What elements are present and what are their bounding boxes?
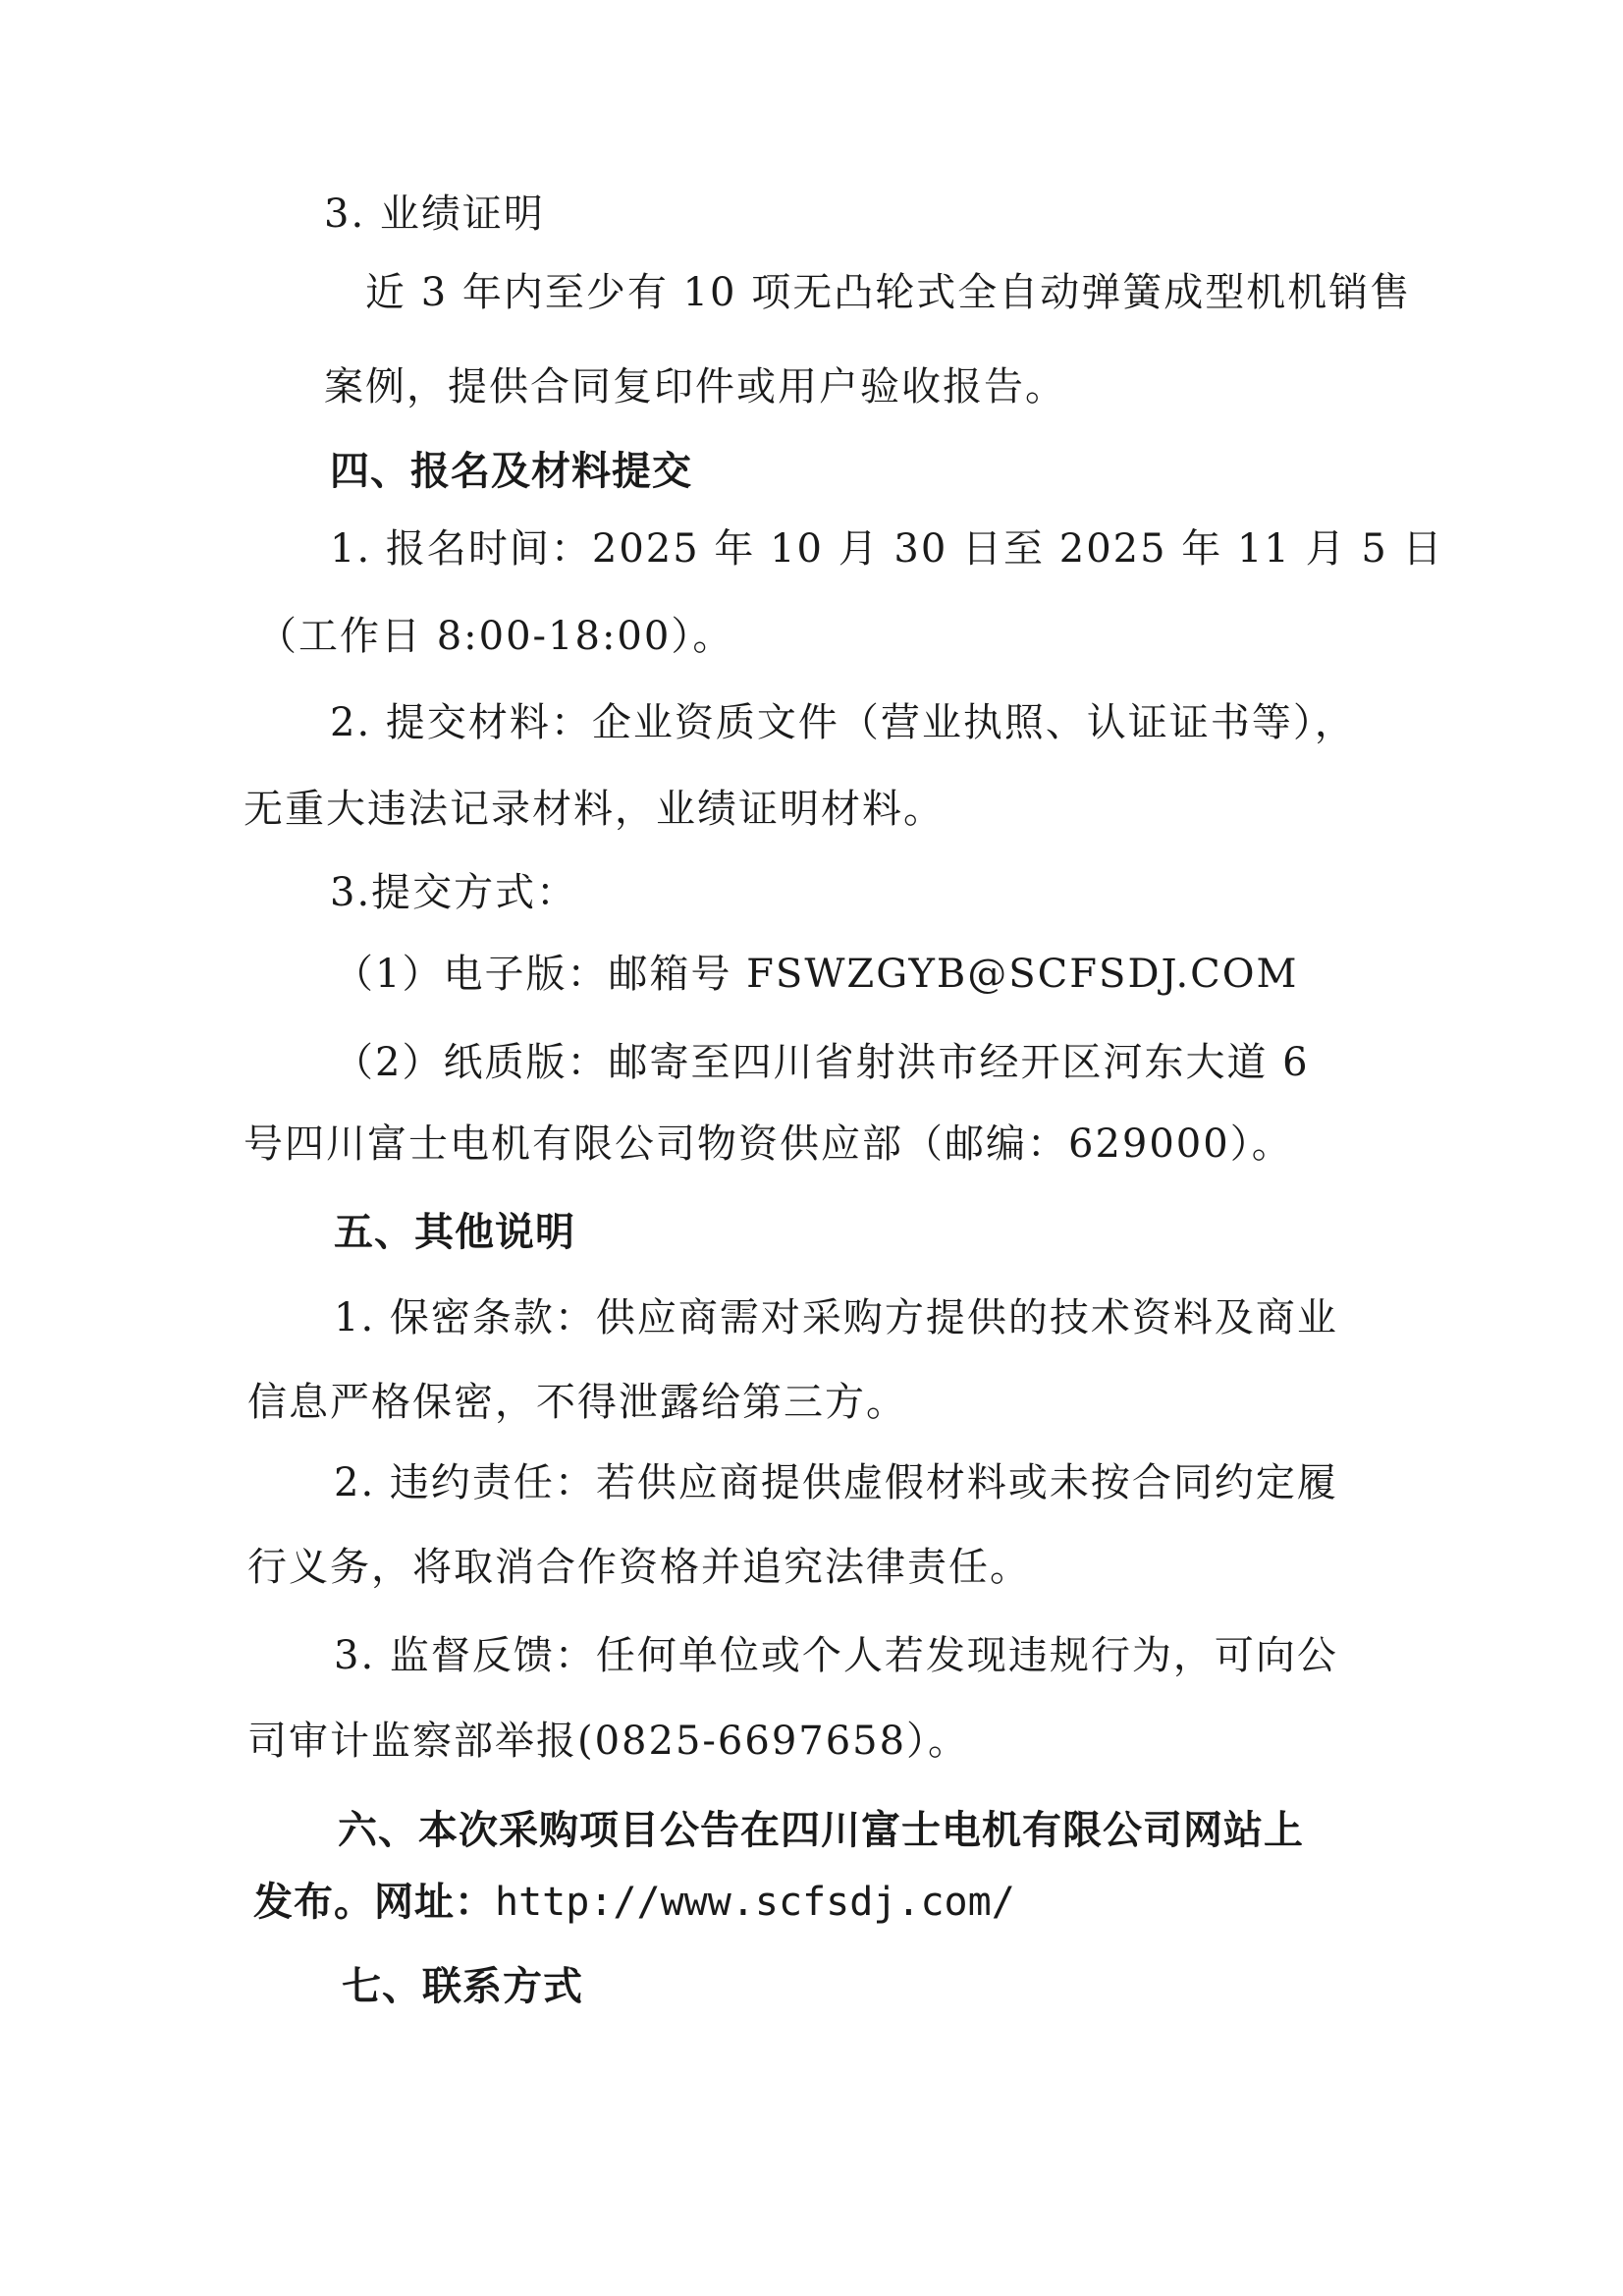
breach-liability: 2. 违约责任：若供应商提供虚假材料或未按合同约定履 xyxy=(334,1460,1338,1505)
confidentiality-clause: 1. 保密条款：供应商需对采购方提供的技术资料及商业 xyxy=(334,1295,1338,1340)
paragraph-line: 近 3 年内至少有 10 项无凸轮式全自动弹簧成型机机销售 xyxy=(365,270,1412,315)
paragraph-line: （工作日 8:00-18:00）。 xyxy=(257,614,734,659)
paragraph-line: 号四川富士电机有限公司物资供应部（邮编：629000）。 xyxy=(243,1121,1293,1167)
submission-materials: 2. 提交材料：企业资质文件（营业执照、认证证书等）， xyxy=(330,700,1356,745)
section-heading-contact: 七、联系方式 xyxy=(342,1964,583,2009)
registration-time: 1. 报名时间：2025 年 10 月 30 日至 2025 年 11 月 5 日 xyxy=(330,526,1444,572)
paragraph-line: 案例，提供合同复印件或用户验收报告。 xyxy=(324,364,1066,410)
paragraph-line: 无重大违法记录材料，业绩证明材料。 xyxy=(243,787,945,832)
submission-method: 3.提交方式： xyxy=(330,870,578,915)
section-heading-registration: 四、报名及材料提交 xyxy=(330,449,692,494)
paragraph-line: 行义务，将取消合作资格并追究法律责任。 xyxy=(247,1545,1031,1590)
paper-submission-address: （2）纸质版：邮寄至四川省射洪市经开区河东大道 6 xyxy=(334,1040,1310,1085)
section-heading-publication: 六、本次采购项目公告在四川富士电机有限公司网站上 xyxy=(338,1808,1304,1853)
paragraph-line: 司审计监察部举报(0825-6697658）。 xyxy=(247,1719,970,1764)
paragraph-line: 信息严格保密，不得泄露给第三方。 xyxy=(247,1380,907,1425)
supervision-feedback: 3. 监督反馈：任何单位或个人若发现违规行为，可向公 xyxy=(334,1633,1338,1678)
website-line xyxy=(253,1875,1015,1930)
website-url-link[interactable]: http://www.scfsdj.com/ xyxy=(495,1880,1015,1925)
section-heading-other-notes: 五、其他说明 xyxy=(334,1210,575,1255)
website-label: 发布。网址： xyxy=(253,1880,495,1925)
electronic-submission-email: （1）电子版：邮箱号 FSWZGYB@SCFSDJ.COM xyxy=(334,952,1299,997)
subsection-performance-proof: 3. 业绩证明 xyxy=(324,191,545,237)
